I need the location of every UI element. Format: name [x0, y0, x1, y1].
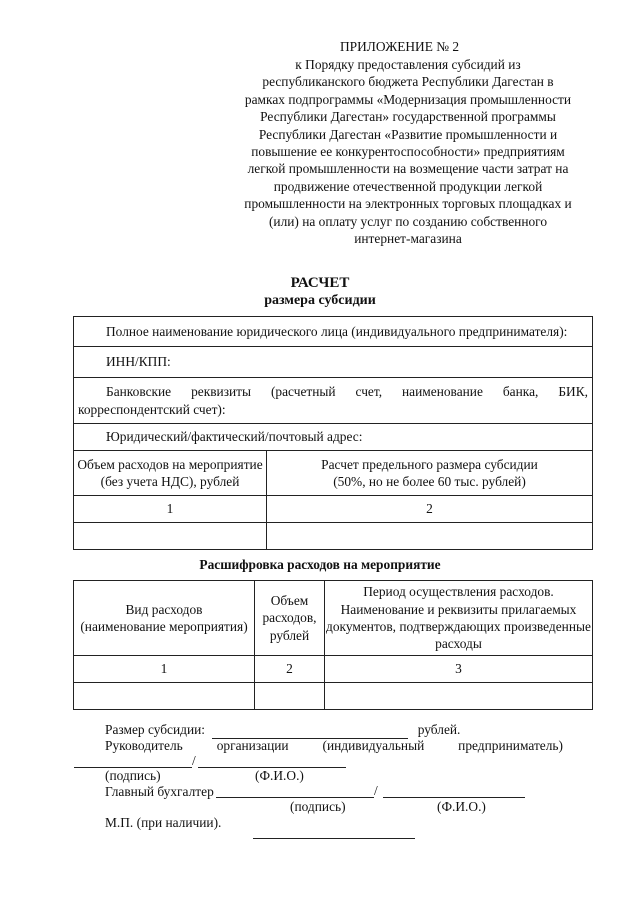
head-word: предприниматель) [458, 738, 563, 753]
header-line: Расчет предельного размера субсидии [321, 456, 538, 472]
header-line: Период осуществления расходов. [363, 584, 554, 600]
subsidy-amount-label: Размер субсидии: [105, 722, 206, 737]
sign-caption: (подпись) [105, 768, 161, 783]
appendix-line: к Порядку предоставления субсидий из [295, 57, 521, 72]
header-line: Объем [270, 592, 309, 608]
inn-field[interactable] [74, 347, 593, 378]
header-line: (без учета НДС), рублей [100, 474, 240, 489]
fio-caption: (Ф.И.О.) [255, 768, 304, 783]
accountant-row [105, 783, 214, 800]
appendix-subtitle [220, 56, 596, 247]
expense-amount-header [255, 581, 325, 656]
expense-type-cell[interactable] [74, 683, 255, 710]
column-number-1: 1 [74, 496, 267, 523]
full-name-label: Полное наименование юридического лица (индивидуального предпринимателя): [106, 323, 568, 339]
requisites-table [73, 316, 593, 550]
period-documents-header [325, 581, 593, 656]
bank-word: Банковские [106, 384, 172, 400]
appendix-line: интернет-магазина [354, 231, 462, 247]
appendix-title: ПРИЛОЖЕНИЕ № 2 [340, 39, 460, 54]
accountant-label: Главный бухгалтер [105, 784, 214, 799]
inn-label: ИНН/КПП: [106, 354, 171, 370]
subsidy-calc-cell[interactable] [267, 523, 593, 550]
expense-volume-header [74, 451, 267, 496]
appendix-line: Республики Дагестан «Развитие промышленности и [258, 126, 558, 142]
breakdown-title: Расшифровка расходов на мероприятие [199, 557, 441, 572]
bank-word: счет, [355, 384, 383, 400]
document-title: РАСЧЕТ [290, 275, 350, 291]
header-line: (50%, но не более 60 тыс. рублей) [333, 474, 526, 489]
subsidy-calc-header [267, 451, 593, 496]
expense-amount-cell[interactable] [255, 683, 325, 710]
bank-word: БИК, [558, 384, 588, 400]
appendix-line: промышленности на электронных торговых площадках и [244, 196, 572, 212]
bank-word: наименование [402, 384, 483, 400]
slash: / [192, 753, 196, 768]
stamp-label: М.П. (при наличии). [105, 815, 222, 830]
head-word: Руководитель [105, 738, 183, 753]
full-name-field[interactable] [74, 317, 593, 347]
head-word: (индивидуальный [322, 738, 425, 753]
expense-volume-cell[interactable] [74, 523, 267, 550]
sign-caption-2: (подпись) [290, 799, 346, 814]
head-word: организации [216, 738, 289, 753]
slash: / [374, 783, 378, 798]
address-field[interactable] [74, 424, 593, 451]
header-line: (наименование мероприятия) [80, 619, 248, 634]
bank-word: реквизиты [191, 384, 251, 400]
expense-type-header [74, 581, 255, 656]
bank-details-line-2: корреспондентский счет): [78, 401, 226, 417]
period-documents-cell[interactable] [325, 683, 593, 710]
address-label: Юридический/фактический/почтовый адрес: [106, 429, 363, 445]
bank-details-field[interactable] [74, 378, 593, 424]
appendix-line: рамках подпрограммы «Модернизация промышленности [244, 91, 572, 107]
fio-caption-2: (Ф.И.О.) [437, 799, 486, 814]
appendix-line: (или) на оплату услуг по созданию собственного [268, 213, 548, 229]
bank-word: (расчетный [270, 384, 336, 400]
header-line: документов, подтверждающих произведенные [326, 619, 591, 634]
header-line: расходы [435, 636, 482, 652]
subsidy-unit: рублей. [417, 722, 461, 737]
appendix-line: республиканского бюджета Республики Дагестан в [262, 74, 554, 90]
appendix-line: легкой промышленности на возмещение части затрат на [247, 161, 569, 177]
head-signature-row [105, 737, 563, 754]
column-number-1: 1 [74, 656, 255, 683]
column-number-2: 2 [267, 496, 593, 523]
appendix-line: повышение ее конкурентоспособности» предприятиям [251, 144, 565, 160]
breakdown-table [73, 580, 593, 710]
column-number-3: 3 [325, 656, 593, 683]
header-line: расходов, [262, 610, 317, 626]
document-subtitle: размера субсидии [264, 293, 376, 308]
appendix-line: Республики Дагестан» государственной программы [260, 109, 556, 125]
column-number-2: 2 [255, 656, 325, 683]
header-line: Вид расходов [125, 601, 203, 617]
header-line: Объем расходов на мероприятие [77, 456, 263, 472]
header-line: Наименование и реквизиты прилагаемых [340, 601, 577, 617]
header-line: рублей [269, 627, 310, 643]
bank-word: банка, [502, 384, 539, 400]
stamp-field[interactable] [253, 838, 415, 839]
bank-details-line-1 [78, 383, 588, 400]
appendix-line: продвижение отечественной продукции легкой [273, 178, 543, 194]
